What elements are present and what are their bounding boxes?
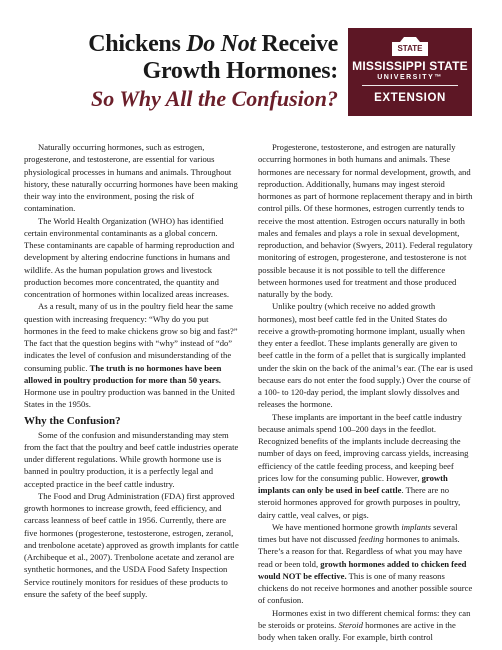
paragraph: Unlike poultry (which receive no added growth hormones), most beef cattle fed in the United States do receive a growth-promoting hormone implant, usually when they enter a feedlot. These implants generally are given to beef cattle in the form of a pellet that is surgically implanted under the skin on the back of the animal’s ear. (The ear is used because ears do not enter the food supply.) Over the course of a 100- to 120-day period, the implant slowly dissolves and releases the hormone. [258, 301, 473, 410]
emblem-text: STATE [397, 44, 423, 53]
paragraph [258, 411, 473, 521]
text-run: . There are no steroid hormones approved for growth purposes in poultry, dairy cattle, veal calves, or pigs. [258, 485, 461, 520]
university-name: MISSISSIPPI STATE [352, 59, 468, 73]
bold-text: growth hormones added to chicken feed would NOT be effective. [258, 558, 467, 581]
text-run: Hormones exist in two different chemical forms: they can be steroids or proteins. [258, 607, 471, 630]
paragraph [258, 521, 473, 607]
document-title [40, 30, 338, 112]
bold-text: The truth is no hormones have been allowed in poultry production for more than 50 years. [24, 362, 222, 385]
paragraph: The World Health Organization (WHO) has identified certain environmental contaminants as a global concern. These contaminants are capable of harming reproduction and development by altering endocrine functions in humans and wildlife. As the human population grows and livestock production becomes more concentrated, the quantity and concentration of hormones within localized areas increases. [24, 215, 235, 299]
text-run: several times but have not discussed [258, 521, 458, 544]
section-heading: Why the Confusion? [24, 414, 121, 427]
title-subtitle: So Why All the Confusion? [91, 86, 338, 111]
paragraph: The Food and Drug Administration (FDA) first approved growth hormones to increase growth, feed efficiency, and carcass leanness of beef cattle in 1956. Currently, there are five hormones (progesterone, testosterone, estrogen, zeranol, and trenbolone acetate) approved as growth implants for cattle (Archibeque et al., 2007). Trenbolone acetate and zeranol are synthetic hormones, and the USDA Food Safety Inspection Service routinely monitors for residues of these products to ensure the safety of the beef supply. [24, 490, 239, 599]
title-text: Receive [255, 31, 338, 57]
state-emblem-icon [390, 36, 430, 56]
title-emphasis: Do Not [186, 31, 256, 57]
paragraph: Naturally occurring hormones, such as estrogen, progesterone, and testosterone, are essential for various physiological processes in humans and animals. Throughout history, these naturally occurring hormones have been making their way into the environment, posing the risk of contamination. [24, 142, 238, 214]
right-column [258, 141, 473, 643]
university-subtitle [348, 73, 472, 82]
paragraph [258, 607, 473, 644]
left-column [24, 141, 239, 600]
text-run: We have mentioned hormone growth [272, 521, 402, 532]
paragraph: Some of the confusion and misunderstanding may stem from the fact that the poultry and beef cattle industries operate under different regulations. While growth hormone use is banned in poultry production, it is a perfectly legal and accepted practice in the beef cattle industry. [24, 429, 239, 489]
paragraph [24, 300, 239, 410]
text-run: hormones to animals. There’s a reason for that. Regardless of what you may have read or been told, [258, 534, 463, 569]
university-label: UNIVERSITY [377, 74, 435, 81]
msu-extension-logo [348, 28, 472, 116]
title-text: Chickens [88, 31, 187, 57]
text-run: These implants are important in the beef cattle industry because animals spend 100–200 days in the feedlot. Recognized benefits of the implants include decreasing the number of days on feed, improving carcass yields, increasing efficiency of the cattle feeding process, and keeping beef prices low for the consuming public. However, [258, 411, 469, 483]
italic-text: Steroid [338, 619, 363, 630]
logo-divider [362, 85, 458, 86]
trademark-mark: ™ [434, 74, 443, 81]
text-run: This is one of many reasons chickens do not receive hormones and another possible source of confusion. [258, 570, 473, 606]
text-run: Hormone use in poultry production was banned in the United States in the 1950s. [24, 387, 235, 410]
bold-text: growth implants can only be used in beef cattle [258, 472, 448, 495]
text-run: hormones are active in the body when taken orally. For example, birth control [258, 619, 456, 642]
italic-text: implants [401, 521, 431, 532]
title-line-1 [40, 30, 338, 58]
text-run: As a result, many of us in the poultry field hear the same question with increasing frequency: “Why do you put hormones in the feed to make chickens grow so big and fast?” The fact that the question begins with “why” instead of “do” indicates the level of confusion and misunderstanding of the consuming public. [24, 301, 238, 373]
italic-text: feeding [358, 534, 384, 544]
extension-label: EXTENSION [374, 92, 446, 104]
paragraph: Progesterone, testosterone, and estrogen are naturally occurring hormones in both humans and animals. These hormones are necessary for normal development, growth, and reproduction. Additionally, humans may ingest steroid hormones as part of hormone replacement therapy and in birth control pills. Of these hormones, estrogen currently tends to receive the most attention. Estrogen occurs naturally in both males and females and plays a role in sexual development, reproduction, and behavior (Swyers, 2011). Federal regulatory monitoring of estrogen, progesterone, and testosterone is not possible because it is not possible to tell the difference between hormones used for treatment and those produced naturally by the body. [258, 142, 473, 299]
title-line-2: Growth Hormones: [142, 58, 338, 84]
